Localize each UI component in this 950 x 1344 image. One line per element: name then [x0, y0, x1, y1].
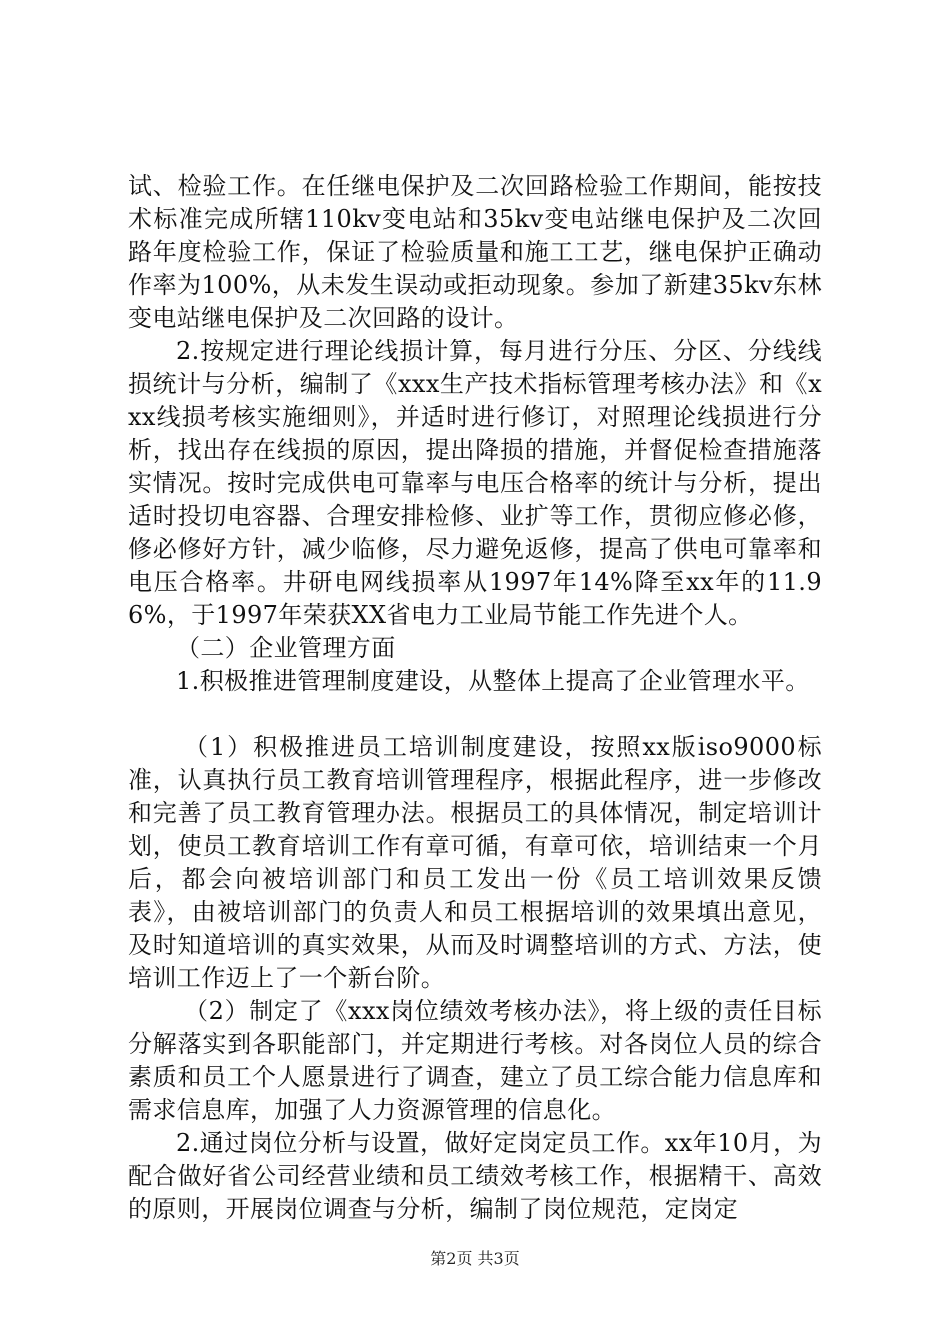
paragraph-performance-assessment: （2）制定了《xxx岗位绩效考核办法》，将上级的责任目标分解落实到各职能部门，并定期进行考核。对各岗位人员的综合素质和员工个人愿景进行了调查，建立了员工综合能力信息库和需求信息库，加强了人力资源管理的信息化。	[128, 997, 822, 1124]
paragraph-post-analysis: 2.通过岗位分析与设置，做好定岗定员工作。xx年10月，为配合做好省公司经营业绩和员工绩效考核工作，根据精干、高效的原则，开展岗位调查与分析，编制了岗位规范，定岗定	[128, 1129, 822, 1223]
paragraph-training-system: （1）积极推进员工培训制度建设，按照xx版iso9000标准，认真执行员工教育培训管理程序，根据此程序，进一步修改和完善了员工教育管理办法。根据员工的具体情况，制定培训计划，使员工教育培训工作有章可循，有章可依，培训结束一个月后，都会向被培训部门和员工发出一份《员工培训效果反馈表》，由被培训部门的负责人和员工根据培训的效果填出意见，及时知道培训的真实效果，从而及时调整培训的方式、方法，使培训工作迈上了一个新台阶。	[128, 733, 822, 992]
document-body	[128, 170, 822, 1226]
paragraph-line-loss: 2.按规定进行理论线损计算，每月进行分压、分区、分线线损统计与分析，编制了《xxx生产技术指标管理考核办法》和《xxx线损考核实施细则》，并适时进行修订，对照理论线损进行分析，找出存在线损的原因，提出降损的措施，并督促检查措施落实情况。按时完成供电可靠率与电压合格率的统计与分析，提出适时投切电容器、合理安排检修、业扩等工作，贯彻应修必修，修必修好方针，减少临修，尽力避免返修，提高了供电可靠率和电压合格率。井研电网线损率从1997年14%降至xx年的11.96%，于1997年荣获XX省电力工业局节能工作先进个人。	[128, 337, 822, 629]
page-footer: 第2页 共3页	[430, 1249, 520, 1268]
section-heading-management: （二）企业管理方面	[176, 634, 396, 662]
paragraph-management-system: 1.积极推进管理制度建设，从整体上提高了企业管理水平。	[176, 667, 810, 695]
paragraph-continuation: 试、检验工作。在任继电保护及二次回路检验工作期间，能按技术标准完成所辖110kv变电站和35kv变电站继电保护及二次回路年度检验工作，保证了检验质量和施工工艺，继电保护正确动作率为100%，从未发生误动或拒动现象。参加了新建35kv东林变电站继电保护及二次回路的设计。	[128, 172, 822, 332]
